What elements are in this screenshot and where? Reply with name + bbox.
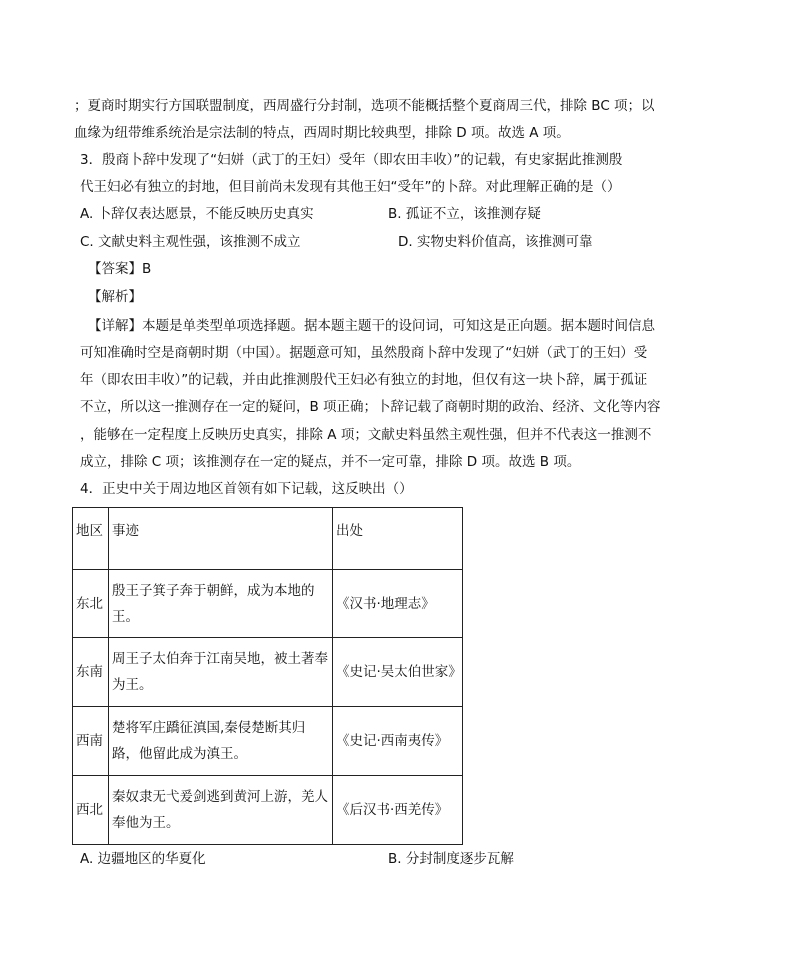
header-source: 出处	[333, 508, 463, 570]
region-cell: 西北	[73, 776, 109, 845]
detail-line: 不立，所以这一推测存在一定的疑问，B 项正确；卜辞记载了商朝时期的政治、经济、文化等内容	[80, 399, 661, 415]
detail-line: 【详解】本题是单类型单项选择题。据本题主题干的设问词，可知这是正向题。据本题时间信息	[88, 318, 655, 334]
detail-line: 成立，排除 C 项；该推测存在一定的疑点，并不一定可靠，排除 D 项。故选 B 项。	[80, 454, 581, 470]
region-cell: 东南	[73, 638, 109, 707]
deed-cell: 楚将军庄蹻征滇国,秦侵楚断其归路，他留此成为滇王。	[109, 707, 333, 776]
source-cell: 《后汉书·西羌传》	[333, 776, 463, 845]
region-cell: 东北	[73, 570, 109, 638]
paragraph-line: ；夏商时期实行方国联盟制度，西周盛行分封制，选项不能概括整个夏商周三代，排除 BC 项；以	[74, 98, 655, 114]
header-region: 地区	[73, 508, 109, 570]
option-b: B. 分封制度逐步瓦解	[388, 851, 514, 867]
answer-label: 【答案】B	[88, 261, 152, 277]
deed-cell: 殷王子箕子奔于朝鲜，成为本地的王。	[109, 570, 333, 638]
header-deed: 事迹	[109, 508, 333, 570]
option-c: C. 文献史料主观性强，该推测不成立	[80, 234, 301, 250]
detail-line: 年（即农田丰收）”的记载，并由此推测殷代王妇必有独立的封地，但仅有这一块卜辞，属于孤证	[80, 372, 648, 388]
source-cell: 《史记·西南夷传》	[333, 707, 463, 776]
question-4-stem: 4．正史中关于周边地区首领有如下记载，这反映出（）	[80, 481, 413, 497]
option-d: D. 实物史料价值高，该推测可靠	[398, 234, 593, 250]
source-cell: 《汉书·地理志》	[333, 570, 463, 638]
option-a: A. 边疆地区的华夏化	[80, 851, 206, 867]
deed-cell: 秦奴隶无弋爰剑逃到黄河上游，羌人奉他为王。	[109, 776, 333, 845]
analysis-label: 【解析】	[88, 289, 142, 305]
question-3-stem: 代王妇必有独立的封地，但目前尚未发现有其他王妇“受年”的卜辞。对此理解正确的是（）	[80, 179, 621, 195]
option-a: A. 卜辞仅表达愿景，不能反映历史真实	[80, 206, 314, 222]
option-b: B. 孤证不立，该推测存疑	[388, 206, 541, 222]
table-row	[73, 707, 463, 776]
source-cell: 《史记·吴太伯世家》	[333, 638, 463, 707]
deed-cell: 周王子太伯奔于江南吴地，被土著奉为王。	[109, 638, 333, 707]
table-row	[73, 570, 463, 638]
records-table	[72, 507, 463, 845]
paragraph-line: 血缘为纽带维系统治是宗法制的特点，西周时期比较典型，排除 D 项。故选 A 项。	[74, 125, 570, 141]
detail-line: 可知准确时空是商朝时期（中国）。据题意可知，虽然殷商卜辞中发现了“妇姘（武丁的王妇）受	[80, 345, 648, 361]
table-header-row	[73, 508, 463, 570]
table-row	[73, 638, 463, 707]
detail-line: ，能够在一定程度上反映历史真实，排除 A 项；文献史料虽然主观性强，但并不代表这一推测不	[80, 427, 652, 443]
region-cell: 西南	[73, 707, 109, 776]
table-row	[73, 776, 463, 845]
question-3-stem: 3．殷商卜辞中发现了“妇姘（武丁的王妇）受年（即农田丰收）”的记载，有史家据此推测殷	[80, 152, 623, 168]
